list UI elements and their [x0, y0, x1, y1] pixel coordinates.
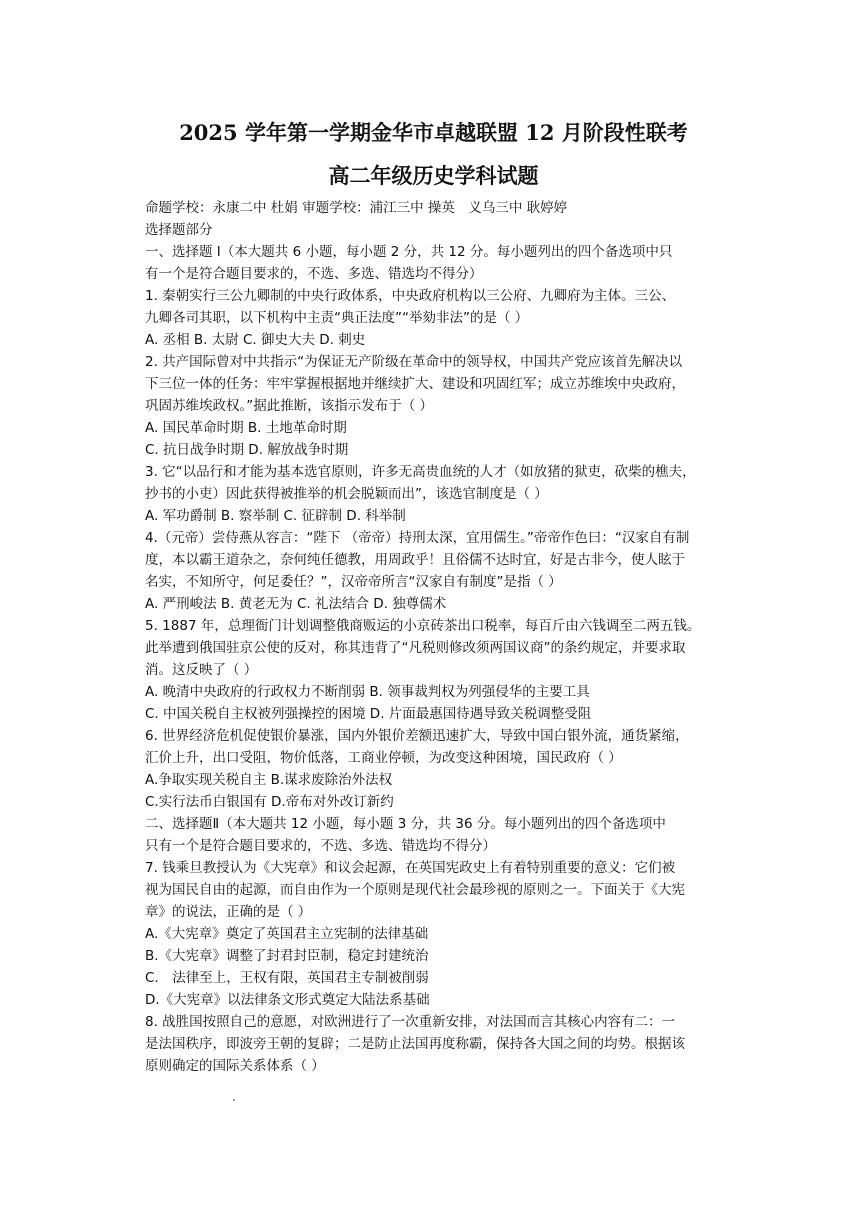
question-3-text: 3. 它“以品行和才能为基本选官原则，许多无高贵血统的人才（如放猪的狱吏，砍柴的樵夫， [145, 464, 696, 480]
question-7-text: 7. 钱乘旦教授认为《大宪章》和议会起源，在英国宪政史上有着特别重要的意义：它们被 [145, 860, 676, 876]
question-8-text: 原则确定的国际关系体系（ ） [145, 1058, 325, 1074]
question-1-options: A. 丞相 B. 太尉 C. 御史大夫 D. 刺史 [145, 332, 366, 348]
question-3-text: 抄书的小吏）因此获得被推举的机会脱颖而出”，该选官制度是（ ） [145, 486, 548, 502]
question-6-text: 6. 世界经济危机促使银价暴涨，国内外银价差额迅速扩大，导致中国白银外流，通货紧缩， [145, 728, 689, 744]
question-7-option-b: B.《大宪章》调整了封君封臣制，稳定封建统治 [145, 948, 429, 964]
question-5-options: A. 晚清中央政府的行政权力不断削弱 B. 领事裁判权为列强侵华的主要工具 [145, 684, 590, 700]
question-3-options: A. 军功爵制 B. 察举制 C. 征辟制 D. 科举制 [145, 508, 406, 524]
question-4-text: 度，本以霸王道杂之，奈何纯任德教，用周政乎！且俗儒不达时宜，好是古非今，使人眩于 [145, 552, 685, 568]
question-4-text: 名实，不知所守，何足委任？”，汉帝帝所言“汉家自有制度”是指（ ） [145, 574, 562, 590]
question-6-text: 汇价上升，出口受阻，物价低落，工商业停顿，为改变这种困境，国民政府（ ） [145, 750, 622, 766]
section-2-instructions: 只有一个是符合题目要求的，不选、多选、错选均不得分） [145, 838, 496, 854]
section-2-instructions: 二、选择题Ⅱ（本大题共 12 小题，每小题 3 分，共 36 分。每小题列出的四个备选项中 [145, 816, 666, 832]
question-7-text: 章》的说法，正确的是（ ） [145, 904, 312, 920]
question-7-option-c: C. 法律至上，王权有限，英国君主专制被削弱 [145, 970, 429, 986]
question-4-text: 4.（元帝）尝侍燕从容言：“陛下 （帝帝）持刑太深，宜用儒生。”帝帝作色曰：“汉家自有制 [145, 530, 690, 546]
scan-dot [233, 1099, 235, 1101]
section-1-instructions: 一、选择题 I（本大题共 6 小题，每小题 2 分，共 12 分。每小题列出的四个备选项中只 [145, 244, 673, 260]
question-7-option-d: D.《大宪章》以法律条文形式奠定大陆法系基础 [145, 992, 430, 1008]
question-6-options: C.实行法币白银国有 D.帝布对外改订新约 [145, 794, 394, 810]
exam-subtitle: 高二年级历史学科试题 [328, 163, 539, 188]
document-body [145, 197, 725, 1077]
section-label: 选择题部分 [145, 222, 213, 238]
section-1-instructions: 有一个是符合题目要求的，不选、多选、错选均不得分） [145, 266, 483, 282]
question-4-options: A. 严刑峻法 B. 黄老无为 C. 礼法结合 D. 独尊儒术 [145, 596, 447, 612]
authors-line: 命题学校：永康二中 杜娟 审题学校：浦江三中 操英 义乌三中 耿婷婷 [145, 200, 568, 216]
question-2-text: 2. 共产国际曾对中共指示“为保证无产阶级在革命中的领导权，中国共产党应该首先解决以 [145, 354, 683, 370]
question-2-options: C. 抗日战争时期 D. 解放战争时期 [145, 442, 349, 458]
question-2-text: 下三位一体的任务：牢牢掌握根据地并继续扩大、建设和巩固红军；成立苏维埃中央政府， [145, 376, 685, 392]
question-2-text: 巩固苏维埃政权。”据此推断，该指示发布于（ ） [145, 398, 434, 414]
question-6-options: A.争取实现关税自主 B.谋求废除治外法权 [145, 772, 393, 788]
question-7-option-a: A.《大宪章》奠定了英国君主立宪制的法律基础 [145, 926, 429, 942]
exam-title: 2025 学年第一学期金华市卓越联盟 12 月阶段性联考 [179, 120, 688, 145]
question-5-options: C. 中国关税自主权被列强操控的困境 D. 片面最惠国待遇导致关税调整受阻 [145, 706, 592, 722]
question-8-text: 8. 战胜国按照自己的意愿，对欧洲进行了一次重新安排，对法国而言其核心内容有二：一 [145, 1014, 676, 1030]
question-5-text: 5. 1887 年，总理衙门计划调整俄商贩运的小京砖茶出口税率，每百斤由六钱调至二两五钱。 [145, 618, 701, 634]
question-1-text: 1. 秦朝实行三公九卿制的中央行政体系，中央政府机构以三公府、九卿府为主体。三公、 [145, 288, 676, 304]
question-1-text: 九卿各司其职，以下机构中主责“典正法度”“举劾非法”的是（ ） [145, 310, 529, 326]
question-7-text: 视为国民自由的起源，而自由作为一个原则是现代社会最珍视的原则之一。下面关于《大宪 [145, 882, 685, 898]
question-2-options: A. 国民革命时期 B. 土地革命时期 [145, 420, 347, 436]
question-5-text: 消。这反映了（ ） [145, 662, 258, 678]
question-5-text: 此举遭到俄国驻京公使的反对，称其违背了“凡税则修改须两国议商”的条约规定，并要求取 [145, 640, 686, 656]
question-8-text: 是法国秩序，即波旁王朝的复辟；二是防止法国再度称霸，保持各大国之间的均势。根据该 [145, 1036, 685, 1052]
